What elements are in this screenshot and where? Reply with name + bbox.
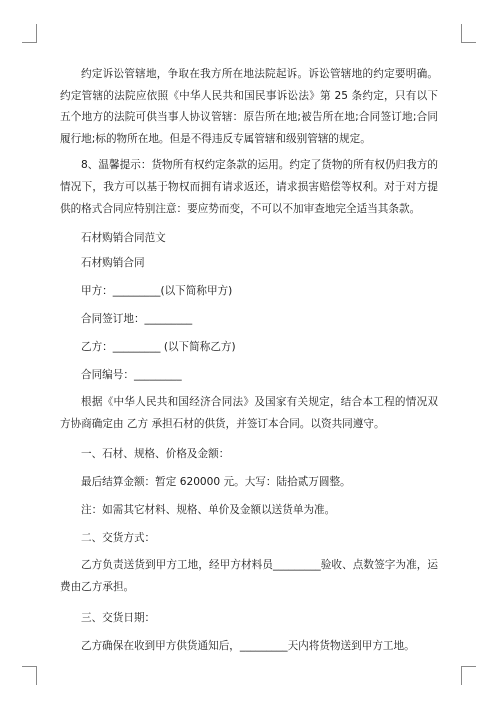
- paragraph-ownership-tip: 8、温馨提示：货物所有权约定条款的运用。约定了货物的所有权仍归我方的情况下，我方可以基于物权而拥有请求返还，请求损害赔偿等权利。对于对方提供的格式合同应特别注意：要应势而变，不可以不加审查地完全适当其条款。: [60, 159, 438, 215]
- preamble-paragraph: 根据《中华人民共和国经济合同法》及国家有关规定，结合本工程的情况双方协商确定由 乙方 承担石材的供货，并签订本合同。以资共同遵守。: [60, 396, 438, 430]
- paragraph-jurisdiction: 约定诉讼管辖地，争取在我方所在地法院起诉。诉讼管辖地的约定要明确。约定管辖的法院应依照《中华人民共和国民事诉讼法》第 25 条约定，只有以下五个地方的法院可供当事人协议管辖：原告所在地;被告所在地;合同签订地;合同履行地;标的物所在地。但是不得违反专属管辖和级别管辖的规定。: [60, 68, 438, 145]
- sample-title: 石材购销合同范文: [81, 232, 166, 245]
- crop-mark-top-right: [461, 24, 476, 43]
- signing-place-line: 合同签订地：_________: [81, 313, 193, 326]
- crop-mark-bottom-left: [22, 666, 37, 685]
- section-3-heading: 三、交货日期：: [81, 611, 156, 624]
- section-1-heading: 一、石材、规格、价格及金额：: [81, 448, 230, 461]
- crop-mark-bottom-right: [461, 666, 476, 685]
- section-2-heading: 二、交货方式：: [81, 532, 156, 545]
- note-line: 注：如需其它材料、规格、单价及金额以送货单为准。: [81, 504, 336, 517]
- party-a-line: 甲方：_________(以下简称甲方): [81, 285, 233, 298]
- contract-number-line: 合同编号：_________: [81, 369, 182, 382]
- crop-mark-top-left: [22, 24, 37, 43]
- delivery-date-line: 乙方确保在收到甲方供货通知后，_________天内将货物送到甲方工地。: [81, 639, 415, 652]
- settlement-amount-line: 最后结算金额：暂定 620000 元。大写：陆拾贰万圆整。: [81, 476, 351, 489]
- party-b-line: 乙方：_________ (以下简称乙方): [81, 341, 236, 354]
- contract-title: 石材购销合同: [81, 257, 145, 270]
- delivery-method-paragraph: 乙方负责送货到甲方工地，经甲方材料员_________验收、点数签字为准，运费由乙方承担。: [60, 559, 438, 593]
- document-body: [60, 64, 438, 653]
